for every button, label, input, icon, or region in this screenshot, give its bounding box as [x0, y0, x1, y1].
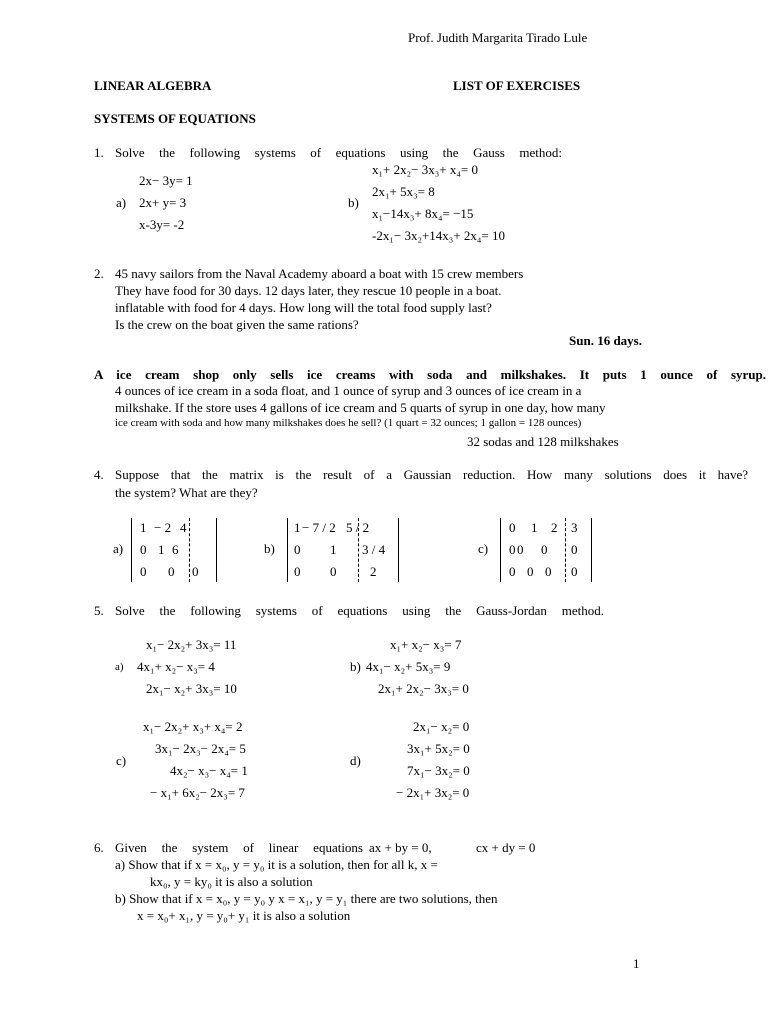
q5-d-eq4: − 2x₁+ 3x₂= 0: [396, 785, 470, 800]
q1-a-eq3: x-3y= -2: [139, 217, 185, 232]
q1-a-eq2: 2x+ y= 3: [139, 195, 187, 210]
matrix-a: 1 − 2 4 0 1 6 0 0 0: [131, 518, 217, 582]
q6-eq1: ax + by = 0,: [369, 840, 432, 855]
q3-line3: milkshake. If the store uses 4 gallons of ice cream and 5 quarts of syrup in one day, how many: [115, 400, 606, 415]
q2-answer: Sun. 16 days.: [569, 333, 642, 348]
q2-line2: They have food for 30 days. 12 days later, they rescue 10 people in a boat.: [115, 283, 502, 298]
q4-a-label: a): [113, 541, 124, 556]
q2-line3: inflatable with food for 4 days. How long will the total food supply last?: [115, 300, 492, 315]
q1-a-eq1: 2x− 3y= 1: [139, 173, 193, 188]
q5-a-eq3: 2x₁− x₂+ 3x₃= 10: [146, 681, 237, 696]
q1-b-eq1: x₁+ 2x₂− 3x₃+ x₄= 0: [372, 162, 478, 177]
matrix-b-divider: [358, 518, 359, 582]
q5-a-eq2: 4x₁+ x₂− x₃= 4: [137, 659, 215, 674]
q6-a-line1: a) Show that if x = x₀, y = y₀ it is a solution, then for all k, x =: [115, 857, 438, 872]
q5-d-label: d): [350, 753, 361, 768]
matrix-b: 1 − 7 / 2 5 / 2 0 1 3 / 4 0 0 2: [287, 518, 399, 582]
q5-b-eq1: x₁+ x₂− x₃= 7: [390, 637, 462, 652]
list-title: LIST OF EXERCISES: [453, 78, 581, 93]
q1-b-label: b): [348, 195, 359, 210]
q6-intro: Given the system of linear equations: [115, 840, 363, 855]
matrix-c: 0 1 2 3 0 0 0 0 0 0 0 0: [500, 518, 592, 582]
q3-line1: A ice cream shop only sells ice creams with soda and milkshakes. It puts 1 ounce of syrup.: [94, 367, 766, 382]
q1-b-eq3: x₁−14x₃+ 8x₄= −15: [372, 206, 474, 221]
page-number: 1: [633, 956, 640, 971]
q1-number: 1.: [94, 145, 104, 160]
q5-d-eq1: 2x₁− x₂= 0: [413, 719, 470, 734]
q2-number: 2.: [94, 266, 104, 281]
q6-a-line2: kx₀, y = ky₀ it is also a solution: [150, 874, 313, 889]
q6-eq2: cx + dy = 0: [476, 840, 536, 855]
q1-b-eq2: 2x₁+ 5x₃= 8: [372, 184, 435, 199]
q3-line2: 4 ounces of ice cream in a soda float, and 1 ounce of syrup and 3 ounces of ice cream in a: [115, 383, 582, 398]
q4-b-label: b): [264, 541, 275, 556]
q5-b-eq3: 2x₁+ 2x₂− 3x₃= 0: [378, 681, 469, 696]
matrix-c-divider: [565, 518, 566, 582]
q1-a-label: a): [116, 195, 127, 210]
q4-number: 4.: [94, 467, 104, 482]
q5-b-eq2: 4x₁− x₂+ 5x₃= 9: [366, 659, 451, 674]
q5-c-eq4: − x₁+ 6x₂− 2x₃= 7: [150, 785, 245, 800]
q1-b-eq4: -2x₁− 3x₂+14x₃+ 2x₄= 10: [372, 228, 506, 243]
q6-b-line2: x = x₀+ x₁, y = y₀+ y₁ it is also a solution: [137, 908, 351, 923]
q5-a-eq1: x₁− 2x₂+ 3x₃= 11: [146, 637, 237, 652]
q5-d-eq3: 7x₁− 3x₂= 0: [407, 763, 470, 778]
q6-number: 6.: [94, 840, 104, 855]
q3-line4: ice cream with soda and how many milkshakes does he sell? (1 quart = 32 ounces; 1 gallon = 128 ounces): [115, 417, 582, 429]
q5-d-eq2: 3x₁+ 5x₂= 0: [407, 741, 470, 756]
section-title: SYSTEMS OF EQUATIONS: [94, 111, 256, 126]
q1-text: Solve the following systems of equations using the Gauss method:: [115, 145, 562, 160]
q4-c-label: c): [478, 541, 489, 556]
q5-b-label: b): [350, 659, 361, 674]
matrix-a-divider: [189, 518, 190, 582]
q3-answer: 32 sodas and 128 milkshakes: [467, 434, 619, 449]
q5-c-eq1: x₁− 2x₂+ x₃+ x₄= 2: [143, 719, 243, 734]
q5-c-eq3: 4x₂− x₃− x₄= 1: [170, 763, 248, 778]
author-name: Prof. Judith Margarita Tirado Lule: [408, 30, 588, 45]
q2-line1: 45 navy sailors from the Naval Academy aboard a boat with 15 crew members: [115, 266, 524, 281]
q5-c-label: c): [116, 753, 127, 768]
q5-c-eq2: 3x₁− 2x₃− 2x₄= 5: [155, 741, 246, 756]
q5-a-label: a): [115, 661, 124, 673]
q5-text: Solve the following systems of equations using the Gauss-Jordan method.: [115, 603, 604, 618]
q4-line2: the system? What are they?: [115, 485, 258, 500]
q4-line1: Suppose that the matrix is the result of a Gaussian reduction. How many solutions does it have?: [115, 467, 748, 482]
q2-line4: Is the crew on the boat given the same rations?: [115, 317, 359, 332]
q6-b-line1: b) Show that if x = x₀, y = y₀ y x = x₁, y = y₁ there are two solutions, then: [115, 891, 498, 906]
q5-number: 5.: [94, 603, 104, 618]
course-title: LINEAR ALGEBRA: [94, 78, 212, 93]
